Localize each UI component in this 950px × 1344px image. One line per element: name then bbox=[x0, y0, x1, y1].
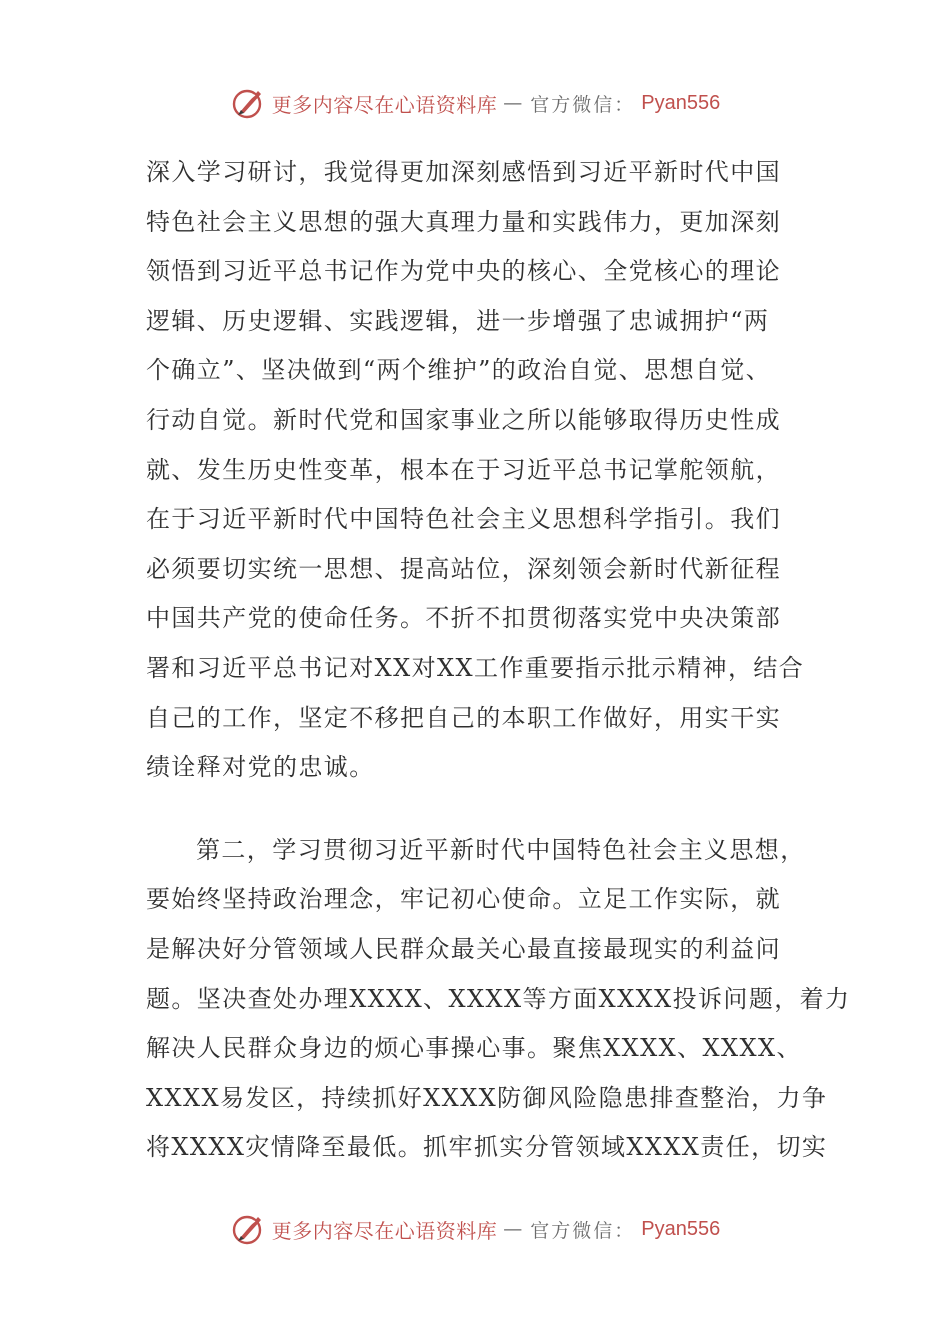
banner-separator: — bbox=[503, 92, 525, 114]
banner-wechat-id: Pyan556 bbox=[641, 91, 721, 114]
text-line: 个确立”、坚决做到“两个维护”的政治自觉、思想自觉、 bbox=[146, 356, 772, 385]
text-line: 将XXXX灾情降至最低。抓牢抓实分管领域XXXX责任，切实 bbox=[146, 1133, 828, 1162]
text-line: 中国共产党的使命任务。不折不扣贯彻落实党中央决策部 bbox=[146, 604, 781, 633]
banner-slogan: 更多内容尽在心语资料库 bbox=[271, 92, 498, 117]
quill-logo-icon bbox=[230, 1211, 266, 1247]
banner-separator: — bbox=[503, 1218, 525, 1240]
text-line: 署和习近平总书记对XX对XX工作重要指示批示精神，结合 bbox=[146, 653, 805, 682]
text-line: 第二，学习贯彻习近平新时代中国特色社会主义思想， bbox=[196, 835, 806, 864]
text-line: 行动自觉。新时代党和国家事业之所以能够取得历史性成 bbox=[146, 405, 781, 434]
paragraph-1 bbox=[146, 148, 806, 793]
text-line: 特色社会主义思想的强大真理力量和实践伟力，更加深刻 bbox=[146, 207, 781, 236]
document-body bbox=[146, 148, 851, 1173]
text-line: 题。坚决查处办理XXXX、XXXX等方面XXXX投诉问题，着力 bbox=[146, 984, 851, 1013]
text-line: XXXX易发区，持续抓好XXXX防御风险隐患排查整治，力争 bbox=[146, 1083, 828, 1112]
banner-slogan: 更多内容尽在心语资料库 bbox=[271, 1218, 498, 1243]
header-banner bbox=[0, 83, 950, 123]
banner-label: 官方微信： bbox=[530, 93, 636, 116]
text-line: 自己的工作，坚定不移把自己的本职工作做好，用实干实 bbox=[146, 703, 781, 732]
text-line: 必须要切实统一思想、提高站位，深刻领会新时代新征程 bbox=[146, 554, 781, 583]
banner-wechat-id: Pyan556 bbox=[641, 1217, 721, 1240]
text-line: 要始终坚持政治理念，牢记初心使命。立足工作实际，就 bbox=[146, 885, 781, 914]
text-line: 在于习近平新时代中国特色社会主义思想科学指引。我们 bbox=[146, 505, 781, 534]
text-line: 深入学习研讨，我觉得更加深刻感悟到习近平新时代中国 bbox=[146, 158, 781, 186]
paragraph-gap bbox=[146, 793, 806, 826]
text-line: 就、发生历史性变革，根本在于习近平总书记掌舵领航， bbox=[146, 455, 781, 484]
banner-label: 官方微信： bbox=[530, 1219, 636, 1242]
text-line: 是解决好分管领域人民群众最关心最直接最现实的利益问 bbox=[146, 934, 781, 963]
paragraph-2 bbox=[146, 826, 851, 1173]
text-line: 绩诠释对党的忠诚。 bbox=[146, 753, 375, 782]
text-line: 逻辑、历史逻辑、实践逻辑，进一步增强了忠诚拥护“两 bbox=[146, 306, 770, 335]
text-line: 解决人民群众身边的烦心事操心事。聚焦XXXX、XXXX、 bbox=[146, 1034, 802, 1063]
text-line: 领悟到习近平总书记作为党中央的核心、全党核心的理论 bbox=[146, 257, 781, 286]
footer-banner bbox=[0, 1209, 950, 1249]
quill-logo-icon bbox=[230, 85, 266, 121]
